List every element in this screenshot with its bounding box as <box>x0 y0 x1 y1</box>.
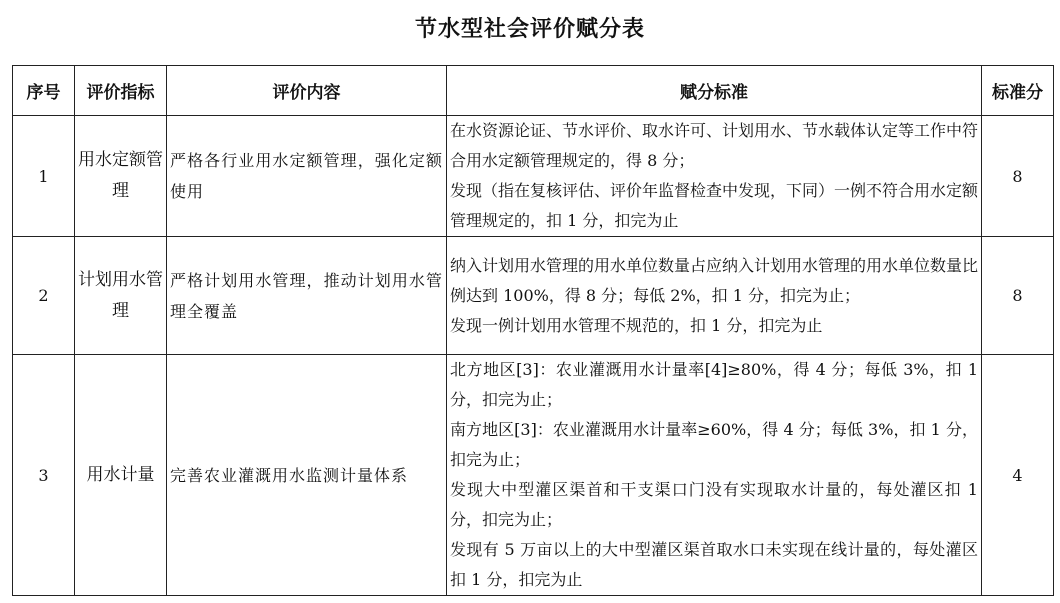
row-indicator: 计划用水管理 <box>75 237 167 355</box>
criteria-line: 发现大中型灌区渠首和干支渠口门没有实现取水计量的，每处灌区扣 1 分，扣完为止； <box>450 480 978 529</box>
table-row <box>13 355 1054 596</box>
row-content: 严格各行业用水定额管理，强化定额使用 <box>167 116 447 237</box>
row-seq: 3 <box>13 355 75 596</box>
criteria-line: 发现一例计划用水管理不规范的，扣 1 分，扣完为止 <box>450 315 823 335</box>
row-score: 8 <box>982 116 1054 237</box>
header-criteria: 赋分标准 <box>447 66 982 116</box>
table-row <box>13 237 1054 355</box>
page-title: 节水型社会评价赋分表 <box>414 16 645 42</box>
row-seq: 2 <box>13 237 75 355</box>
row-indicator: 用水定额管理 <box>75 116 167 237</box>
table-header-row <box>13 66 1054 116</box>
row-criteria <box>447 355 982 596</box>
row-criteria <box>447 116 982 237</box>
header-content: 评价内容 <box>167 66 447 116</box>
criteria-line: 纳入计划用水管理的用水单位数量占应纳入计划用水管理的用水单位数量比例达到 100%，得 8 分；每低 2%，扣 1 分，扣完为止； <box>450 255 979 305</box>
header-score: 标准分 <box>982 66 1054 116</box>
row-score: 8 <box>982 237 1054 355</box>
criteria-line: 北方地区[3]：农业灌溉用水计量率[4]≥80%，得 4 分；每低 3%，扣 1 分，扣完为止； <box>450 360 978 409</box>
header-seq: 序号 <box>13 66 75 116</box>
row-indicator: 用水计量 <box>75 355 167 596</box>
row-seq: 1 <box>13 116 75 237</box>
criteria-line: 南方地区[3]：农业灌溉用水计量率≥60%，得 4 分；每低 3%，扣 1 分，扣完为止； <box>450 420 978 469</box>
criteria-line: 发现有 5 万亩以上的大中型灌区渠首取水口未实现在线计量的，每处灌区扣 1 分，扣完为止 <box>450 540 978 589</box>
header-indicator: 评价指标 <box>75 66 167 116</box>
row-content: 严格计划用水管理，推动计划用水管理全覆盖 <box>167 237 447 355</box>
row-criteria <box>447 237 982 355</box>
row-score: 4 <box>982 355 1054 596</box>
row-content: 完善农业灌溉用水监测计量体系 <box>167 355 447 596</box>
criteria-line: 在水资源论证、节水评价、取水许可、计划用水、节水载体认定等工作中符合用水定额管理规定的，得 8 分； <box>450 121 979 170</box>
table-row <box>13 116 1054 237</box>
evaluation-score-table <box>12 65 1054 596</box>
criteria-line: 发现（指在复核评估、评价年监督检查中发现，下同）一例不符合用水定额管理规定的，扣 1 分，扣完为止 <box>450 181 979 230</box>
